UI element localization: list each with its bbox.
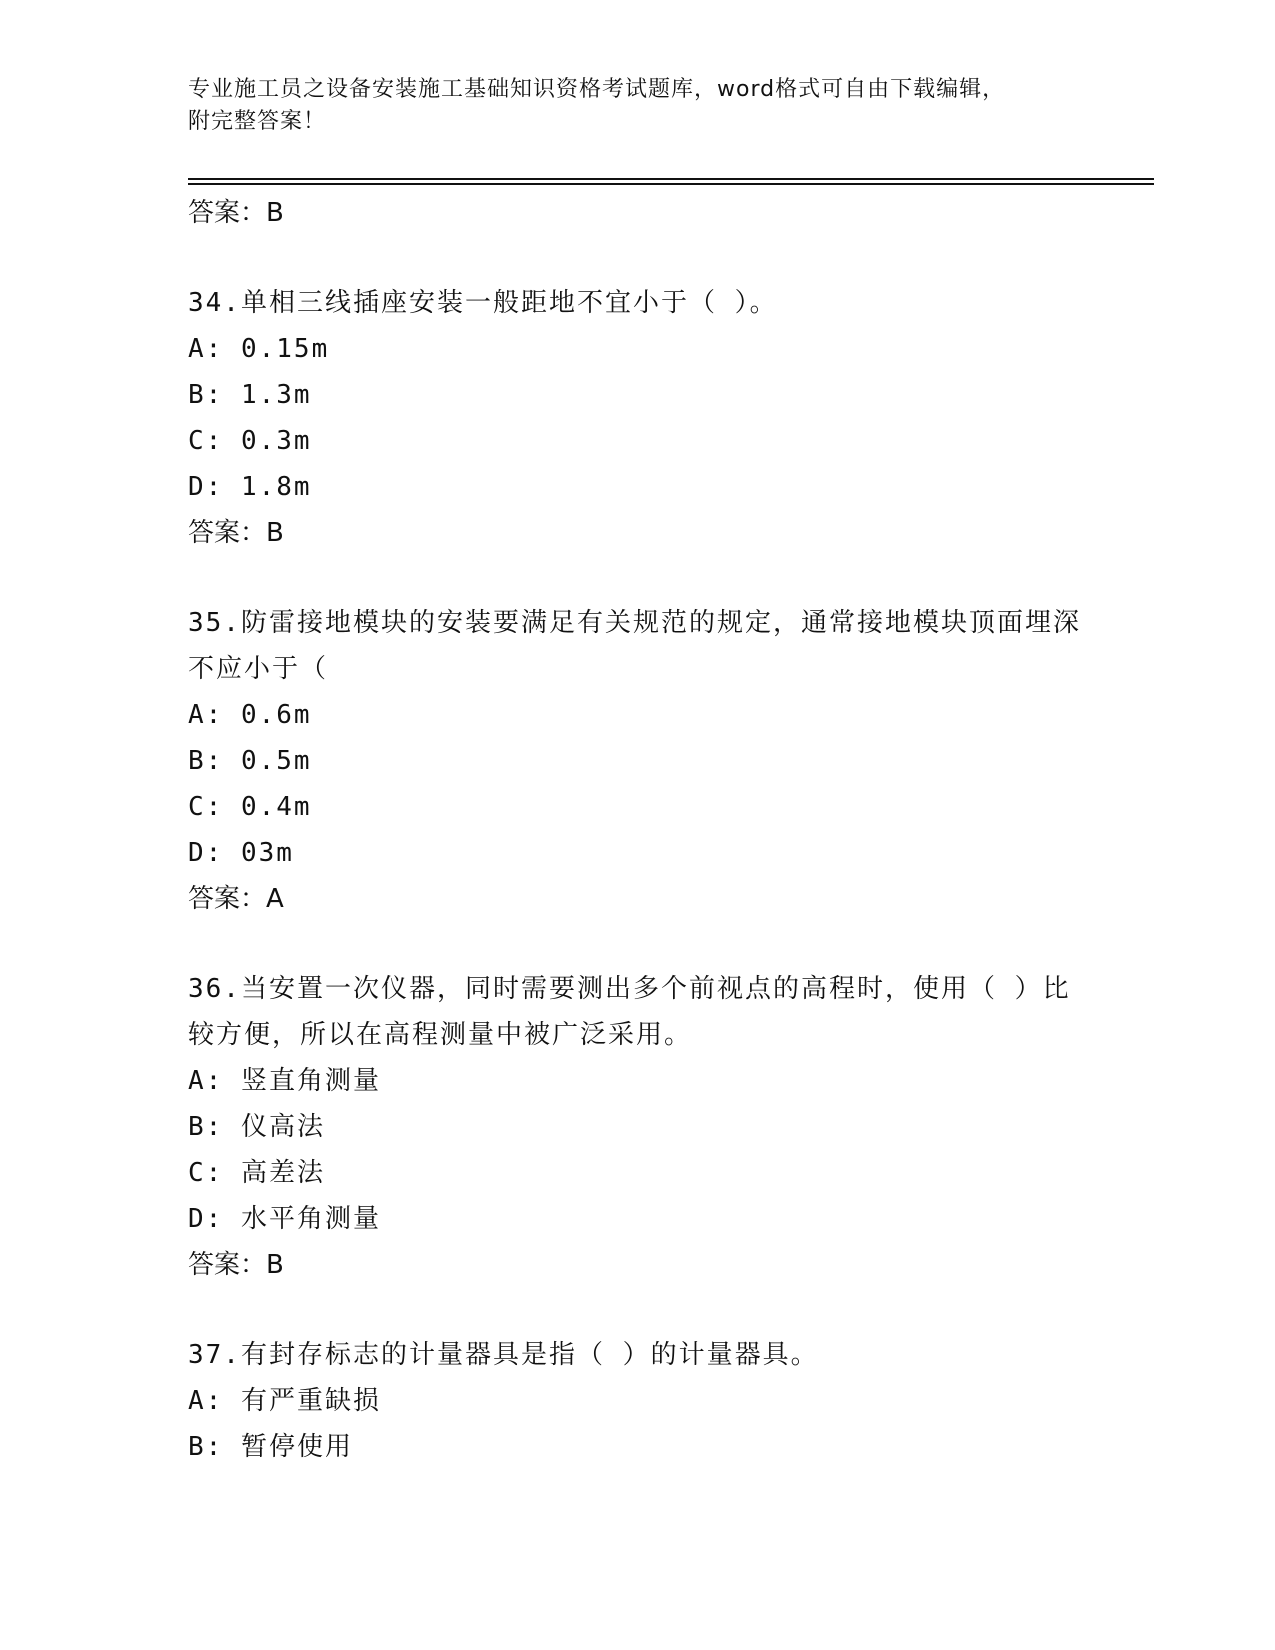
option-key: A: — [188, 700, 224, 730]
option-text: 暂停使用 — [240, 1432, 353, 1462]
option-c — [188, 784, 1088, 830]
option-a — [188, 1378, 1088, 1424]
option-text: 高差法 — [240, 1158, 325, 1188]
option-a — [188, 692, 1088, 738]
option-d — [188, 1196, 1088, 1242]
option-text: 0.4m — [240, 792, 312, 822]
answer-line: 答案：B — [188, 1250, 284, 1280]
option-key: B: — [188, 380, 224, 410]
option-text: 有严重缺损 — [240, 1386, 381, 1416]
option-b — [188, 1104, 1088, 1150]
answer-line-previous: 答案：B — [188, 198, 284, 228]
option-key: B: — [188, 746, 224, 776]
option-c — [188, 1150, 1088, 1196]
option-key: A: — [188, 1066, 224, 1096]
header-line-1: 专业施工员之设备安装施工基础知识资格考试题库，word格式可自由下载编辑， — [188, 77, 1006, 102]
question-stem: 36.当安置一次仪器，同时需要测出多个前视点的高程时，使用（ ）比较方便，所以在高程测量中被广泛采用。 — [188, 974, 1071, 1050]
option-key: B: — [188, 1432, 224, 1462]
option-key: D: — [188, 838, 224, 868]
option-key: A: — [188, 334, 224, 364]
option-text: 0.15m — [240, 334, 330, 364]
option-text: 1.8m — [240, 472, 312, 502]
header-rule-bottom — [188, 183, 1154, 185]
option-key: B: — [188, 1112, 224, 1142]
question-stem: 35.防雷接地模块的安装要满足有关规范的规定，通常接地模块顶面埋深不应小于（ — [188, 608, 1081, 684]
question-35 — [188, 600, 1088, 922]
option-key: D: — [188, 1204, 224, 1234]
option-b — [188, 738, 1088, 784]
option-d — [188, 830, 1088, 876]
document-header — [188, 74, 1088, 138]
option-text: 1.3m — [240, 380, 312, 410]
question-stem: 37.有封存标志的计量器具是指（ ）的计量器具。 — [188, 1340, 819, 1370]
question-stem: 34.单相三线插座安装一般距地不宜小于（ ）。 — [188, 288, 778, 318]
option-key: D: — [188, 472, 224, 502]
answer-line: 答案：B — [188, 518, 284, 548]
option-key: C: — [188, 1158, 224, 1188]
option-a — [188, 1058, 1088, 1104]
option-text: 仪高法 — [240, 1112, 325, 1142]
option-text: 0.3m — [240, 426, 312, 456]
header-rule-top — [188, 178, 1154, 180]
option-b — [188, 1424, 1088, 1470]
option-b — [188, 372, 1088, 418]
option-text: 03m — [240, 838, 294, 868]
option-a — [188, 326, 1088, 372]
question-36 — [188, 966, 1088, 1288]
option-d — [188, 464, 1088, 510]
option-key: C: — [188, 426, 224, 456]
answer-line: 答案：A — [188, 884, 284, 914]
option-text: 竖直角测量 — [240, 1066, 381, 1096]
option-text: 水平角测量 — [240, 1204, 381, 1234]
header-line-2: 附完整答案！ — [188, 109, 327, 134]
option-key: C: — [188, 792, 224, 822]
question-37 — [188, 1332, 1088, 1470]
option-text: 0.5m — [240, 746, 312, 776]
question-34 — [188, 280, 1088, 556]
option-key: A: — [188, 1386, 224, 1416]
option-text: 0.6m — [240, 700, 312, 730]
question-list — [188, 190, 1088, 1470]
option-c — [188, 418, 1088, 464]
